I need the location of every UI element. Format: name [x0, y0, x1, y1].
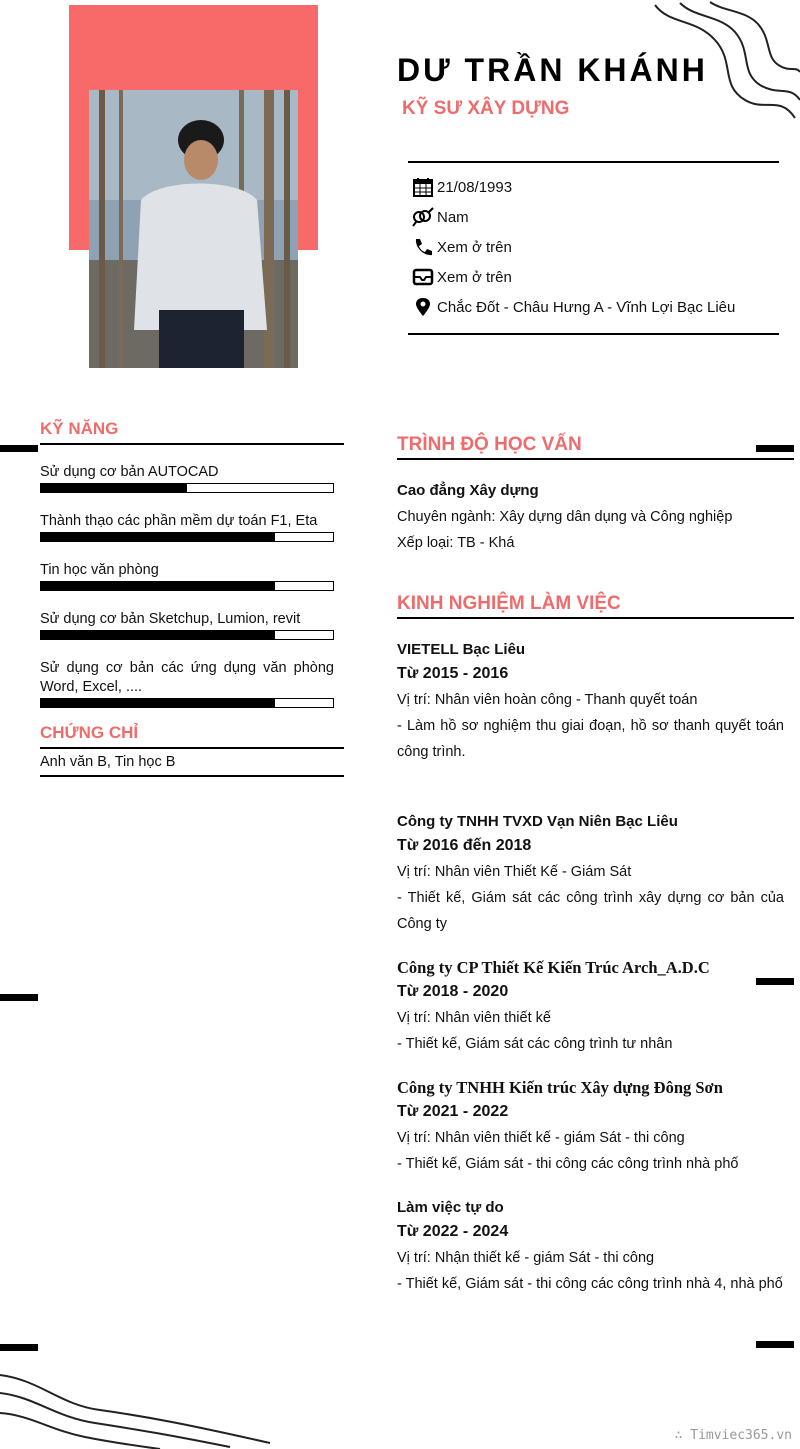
side-tick-left-3: [0, 1344, 38, 1351]
job-company: Công ty TNHH TVXD Vạn Niên Bạc Liêu: [397, 813, 678, 830]
side-tick-right-2: [756, 978, 794, 985]
job-period: Từ 2018 - 2020: [397, 983, 509, 1000]
job-position: Vị trí: Nhân viên hoàn công - Thanh quyết toán: [397, 692, 698, 708]
job-company: Công ty CP Thiết Kế Kiến Trúc Arch_A.D.C: [397, 958, 710, 977]
certificates-top-rule: [40, 747, 344, 749]
skill-bar: [40, 630, 334, 640]
certificates-heading: CHỨNG CHỈ: [40, 723, 139, 742]
candidate-name: DƯ TRẦN KHÁNH: [397, 52, 708, 88]
skill-label: Sử dụng cơ bản AUTOCAD: [40, 464, 219, 480]
skill-bar: [40, 483, 334, 493]
job-period: Từ 2015 - 2016: [397, 665, 509, 682]
skill-bar: [40, 532, 334, 542]
side-tick-right-1: [756, 445, 794, 452]
phone-icon: [412, 237, 434, 257]
job-period: Từ 2022 - 2024: [397, 1223, 509, 1240]
envelope-icon: [412, 267, 434, 287]
skill-bar-fill: [41, 631, 275, 639]
education-school: Cao đẳng Xây dựng: [397, 482, 539, 499]
skill-label: Sử dụng cơ bản các ứng dụng văn phòng Word, Excel, ....: [40, 660, 334, 695]
skill-bar-fill: [41, 699, 275, 707]
skill-label: Sử dụng cơ bản Sketchup, Lumion, revit: [40, 611, 301, 627]
contact-gender: [412, 205, 469, 229]
job-period: Từ 2016 đến 2018: [397, 837, 532, 854]
job-description: - Làm hồ sơ nghiệm thu giai đoạn, hồ sơ thanh quyết toán công trình.: [397, 718, 784, 760]
skills-heading: KỸ NĂNG: [40, 419, 119, 438]
phone-value: Xem ở trên: [437, 238, 512, 256]
birthday-value: 21/08/1993: [437, 178, 513, 196]
education-heading-rule: [397, 458, 794, 460]
skill-label: Thành thạo các phần mềm dự toán F1, Eta: [40, 513, 318, 529]
calendar-icon: [412, 177, 434, 197]
contact-top-rule: [408, 161, 779, 163]
contact-birthday: [412, 175, 512, 199]
job-description: - Thiết kế, Giám sát các công trình tư nhân: [397, 1036, 673, 1052]
decorative-waves-bottom: [0, 1355, 280, 1449]
job-description: - Thiết kế, Giám sát các công trình xây dựng cơ bản của Công ty: [397, 890, 784, 932]
job-position: Vị trí: Nhân viên thiết kế: [397, 1010, 551, 1026]
contact-email: [412, 265, 512, 289]
job-description: - Thiết kế, Giám sát - thi công các công trình nhà phố: [397, 1156, 739, 1172]
side-tick-left-2: [0, 994, 38, 1001]
experience-heading-rule: [397, 617, 794, 619]
address-value: Chắc Đốt - Châu Hưng A - Vĩnh Lợi Bạc Liêu: [437, 298, 736, 316]
certificates-text: Anh văn B, Tin học B: [40, 754, 176, 770]
job-period: Từ 2021 - 2022: [397, 1103, 509, 1120]
profile-photo: [89, 90, 298, 368]
side-tick-right-3: [756, 1341, 794, 1348]
job-position: Vị trí: Nhận thiết kế - giám Sát - thi công: [397, 1250, 655, 1266]
gender-icon: [412, 207, 434, 227]
education-major: Chuyên ngành: Xây dựng dân dụng và Công nghiệp: [397, 509, 733, 525]
skill-bar-fill: [41, 533, 275, 541]
email-value: Xem ở trên: [437, 268, 512, 286]
contact-address: [412, 295, 735, 319]
watermark: ∴ Timviec365.vn: [674, 1428, 792, 1443]
experience-heading: KINH NGHIỆM LÀM VIỆC: [397, 593, 621, 614]
certificates-bottom-rule: [40, 775, 344, 777]
skill-bar: [40, 581, 334, 591]
skill-bar: [40, 698, 334, 708]
location-pin-icon: [412, 297, 434, 317]
job-position: Vị trí: Nhân viên thiết kế - giám Sát - thi công: [397, 1130, 685, 1146]
job-company: VIETELL Bạc Liêu: [397, 641, 526, 658]
side-tick-left-1: [0, 445, 38, 452]
skills-heading-rule: [40, 443, 344, 445]
job-company: Công ty TNHH Kiến trúc Xây dựng Đông Sơn: [397, 1078, 723, 1097]
job-description: - Thiết kế, Giám sát - thi công các công trình nhà 4, nhà phố: [397, 1276, 783, 1292]
job-title: KỸ SƯ XÂY DỰNG: [402, 98, 570, 119]
job-position: Vị trí: Nhân viên Thiết Kế - Giám Sát: [397, 864, 632, 880]
skill-bar-fill: [41, 582, 275, 590]
gender-value: Nam: [437, 208, 469, 226]
education-heading: TRÌNH ĐỘ HỌC VẤN: [397, 434, 582, 455]
contact-phone: [412, 235, 512, 259]
job-company: Làm việc tự do: [397, 1199, 504, 1216]
skill-label: Tin học văn phòng: [40, 562, 159, 578]
skill-bar-fill: [41, 484, 187, 492]
contact-bottom-rule: [408, 333, 779, 335]
education-grade: Xếp loại: TB - Khá: [397, 535, 515, 551]
